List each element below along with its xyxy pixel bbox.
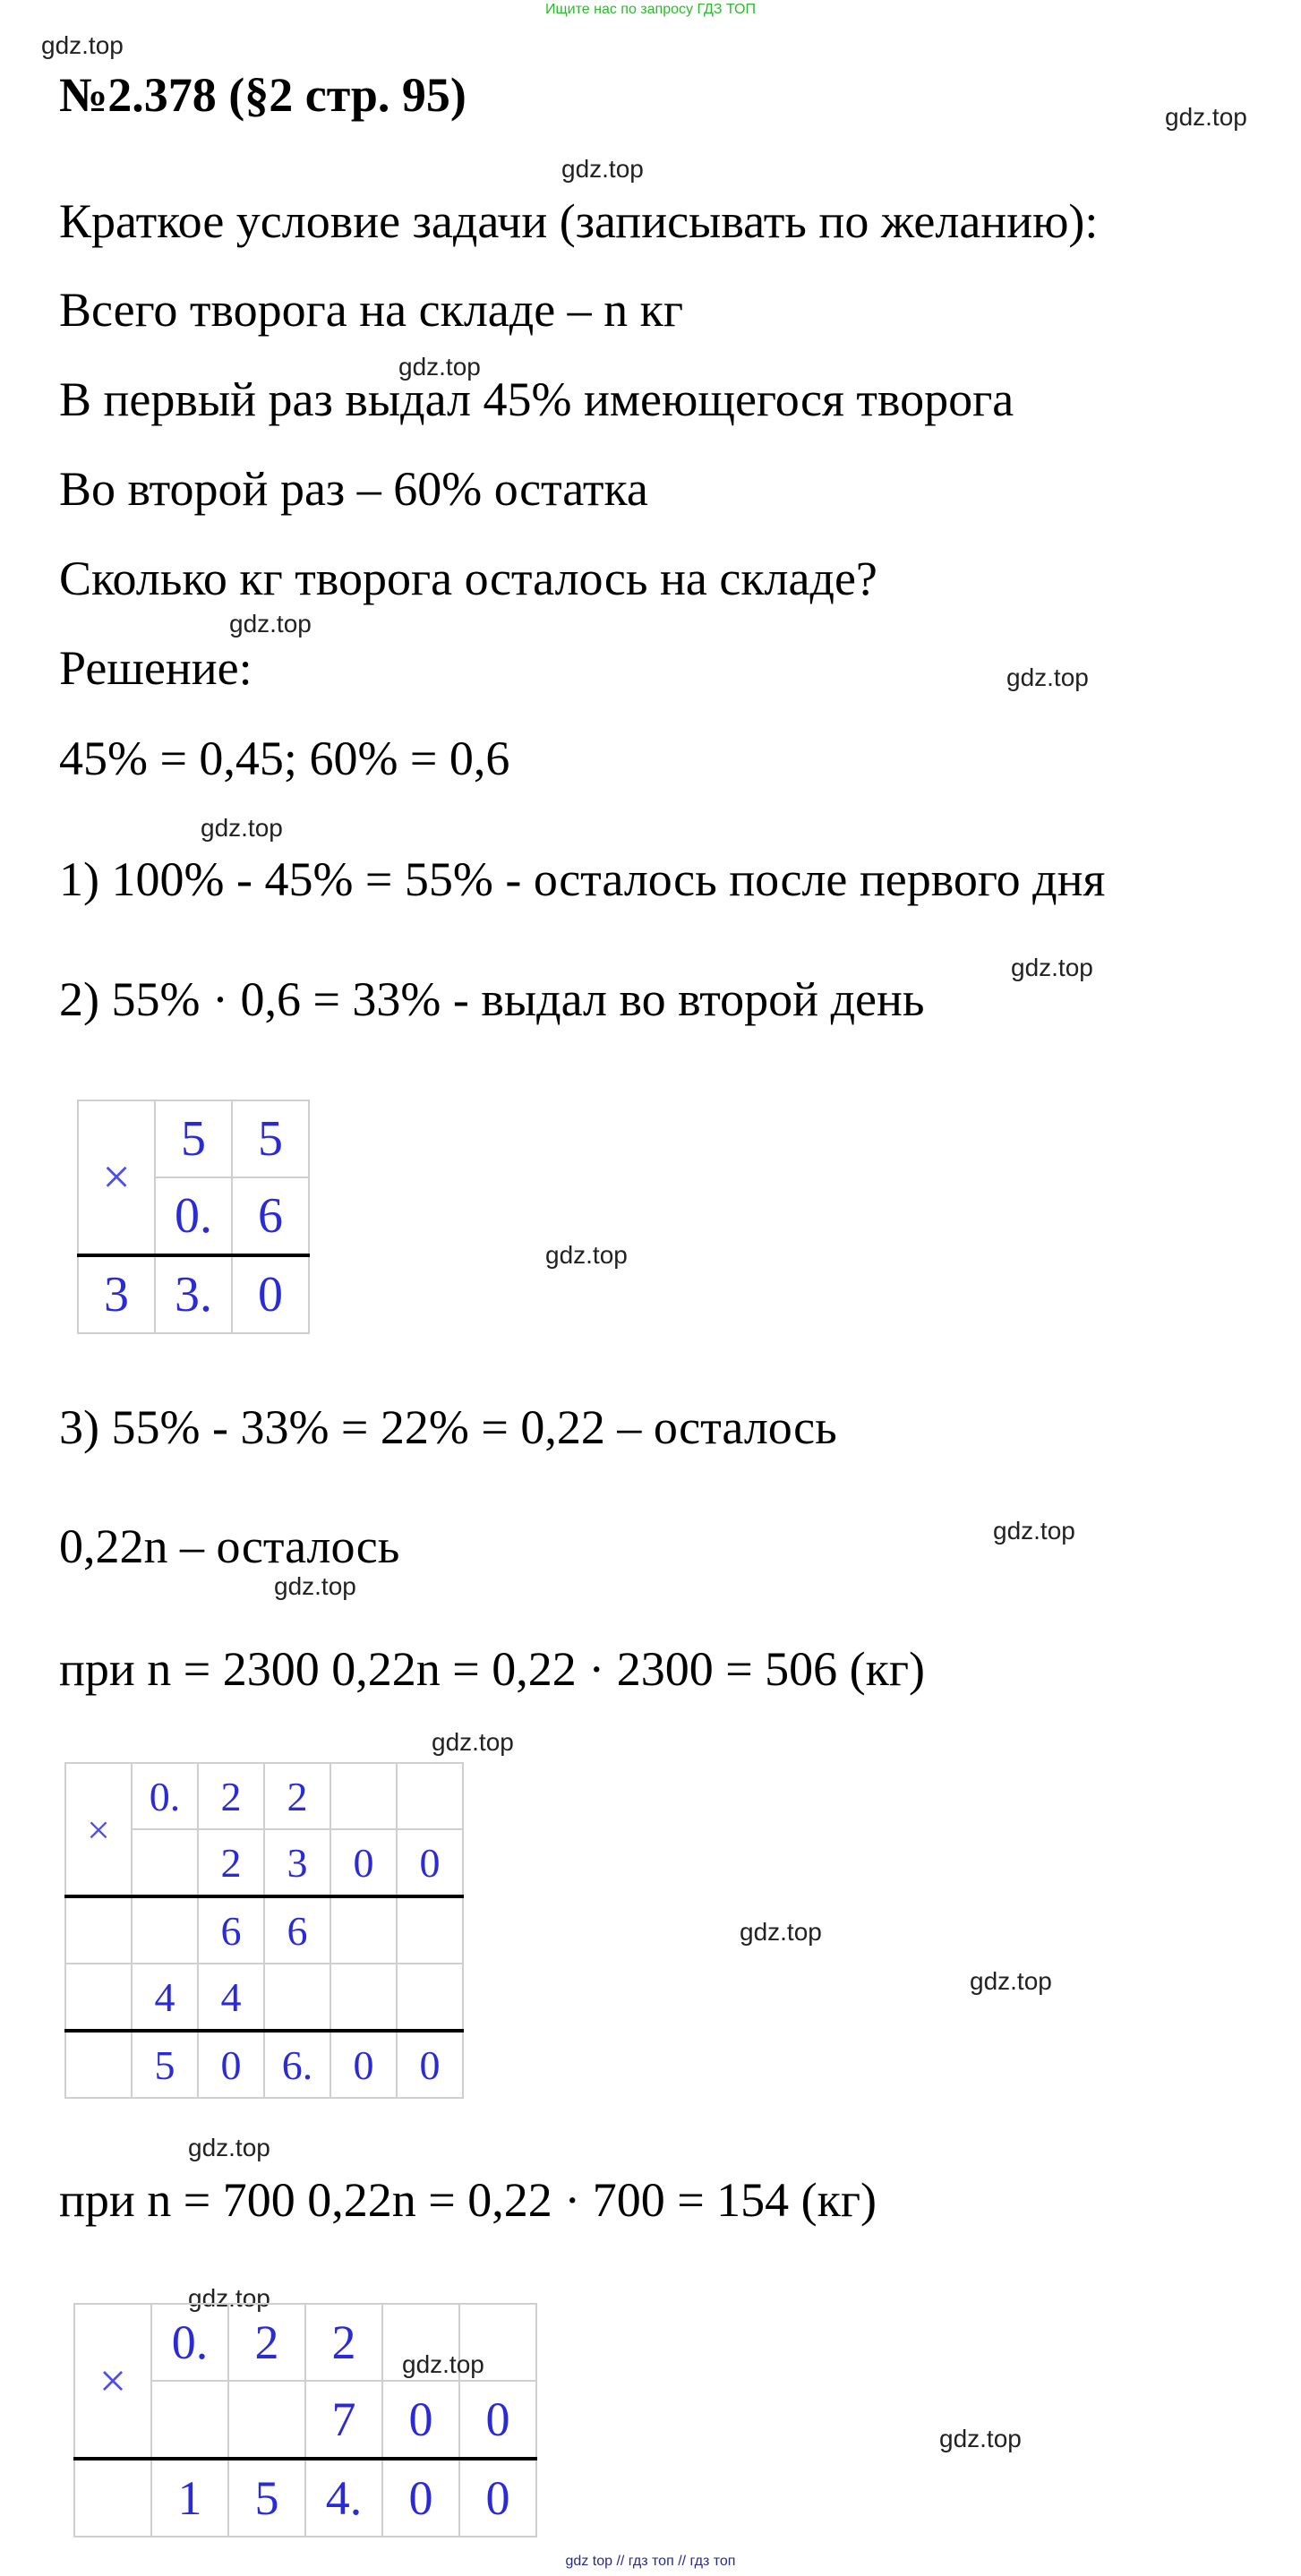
top-banner[interactable]: Ищите нас по запросу ГДЗ ТОП — [545, 2, 756, 17]
watermark: gdz.top — [402, 2350, 484, 2378]
grid-cell: 2 — [305, 2304, 382, 2381]
grid-cell: 2 — [264, 1763, 330, 1829]
solution-conversions: 45% = 0,45; 60% = 0,6 — [59, 732, 510, 785]
grid-cell: 0 — [459, 2459, 536, 2537]
solution-case-1: при n = 2300 0,22n = 0,22 · 2300 = 506 (кг) — [59, 1642, 925, 1696]
solution-step-1: 1) 100% - 45% = 55% - осталось после первого дня — [59, 852, 1106, 906]
grid-cell: 5 — [232, 1100, 309, 1177]
watermark: gdz.top — [1006, 663, 1089, 691]
multiply-sign: × — [65, 1763, 132, 1896]
grid-cell: 5 — [155, 1100, 232, 1177]
grid-cell: 4 — [132, 1964, 198, 2031]
solution-step-3: 3) 55% - 33% = 22% = 0,22 – осталось — [59, 1400, 837, 1454]
solution-step-2: 2) 55% · 0,6 = 33% - выдал во второй день — [59, 972, 925, 1026]
grid-cell — [397, 1964, 463, 2031]
grid-cell — [65, 2031, 132, 2098]
grid-cell: 0 — [397, 1829, 463, 1896]
grid-cell: 0. — [132, 1763, 198, 1829]
grid-cell: 4. — [305, 2459, 382, 2537]
watermark: gdz.top — [398, 353, 481, 381]
solution-case-2: при n = 700 0,22n = 0,22 · 700 = 154 (кг) — [59, 2173, 877, 2227]
watermark: gdz.top — [970, 1967, 1052, 1995]
grid-cell: 3 — [78, 1255, 155, 1333]
grid-cell: 0. — [155, 1177, 232, 1255]
grid-cell: 2 — [198, 1829, 264, 1896]
grid-cell: 0 — [330, 1829, 397, 1896]
solution-label: Решение: — [59, 641, 252, 695]
watermark-header-left: gdz.top — [41, 31, 124, 59]
grid-cell: 5 — [228, 2459, 305, 2537]
grid-cell: 0 — [382, 2381, 459, 2459]
grid-cell — [151, 2381, 228, 2459]
grid-cell: 0. — [151, 2304, 228, 2381]
watermark: gdz.top — [993, 1517, 1075, 1545]
watermark: gdz.top — [740, 1918, 822, 1946]
grid-cell: 6 — [198, 1896, 264, 1964]
grid-cell: 2 — [228, 2304, 305, 2381]
grid-cell — [397, 1896, 463, 1964]
multiplication-grid-2 — [64, 1762, 464, 2099]
grid-cell: 7 — [305, 2381, 382, 2459]
grid-cell — [65, 1964, 132, 2031]
grid-cell — [330, 1896, 397, 1964]
condition-intro: Краткое условие задачи (записывать по желанию): — [59, 194, 1099, 248]
multiplication-grid-1 — [77, 1100, 310, 1334]
grid-cell — [132, 1896, 198, 1964]
multiplication-grid-3 — [73, 2303, 537, 2537]
multiply-sign: × — [78, 1100, 155, 1255]
grid-cell: 6 — [232, 1177, 309, 1255]
grid-cell: 0 — [198, 2031, 264, 2098]
watermark: gdz.top — [229, 610, 312, 638]
watermark: gdz.top — [201, 814, 283, 842]
grid-cell: 3 — [264, 1829, 330, 1896]
watermark: gdz.top — [1011, 954, 1093, 981]
grid-cell — [330, 1964, 397, 2031]
watermark: gdz.top — [188, 2284, 270, 2312]
watermark: gdz.top — [432, 1728, 514, 1756]
grid-cell — [330, 1763, 397, 1829]
grid-cell — [74, 2459, 151, 2537]
grid-cell: 0 — [397, 2031, 463, 2098]
watermark: gdz.top — [188, 2134, 270, 2161]
grid-cell: 0 — [459, 2381, 536, 2459]
grid-cell — [264, 1964, 330, 2031]
grid-cell: 6. — [264, 2031, 330, 2098]
grid-cell — [228, 2381, 305, 2459]
grid-cell: 6 — [264, 1896, 330, 1964]
page-title: №2.378 (§2 стр. 95) — [59, 68, 466, 122]
grid-cell: 0 — [330, 2031, 397, 2098]
grid-cell: 1 — [151, 2459, 228, 2537]
watermark: gdz.top — [545, 1241, 628, 1269]
grid-cell: 0 — [232, 1255, 309, 1333]
grid-cell: 3. — [155, 1255, 232, 1333]
grid-cell: 5 — [132, 2031, 198, 2098]
grid-cell: 0 — [382, 2459, 459, 2537]
solution-remaining: 0,22n – осталось — [59, 1519, 400, 1573]
watermark-header-right: gdz.top — [1165, 103, 1247, 131]
grid-cell — [397, 1763, 463, 1829]
grid-cell: 4 — [198, 1964, 264, 2031]
bottom-footer[interactable]: gdz top // гдз топ // гдз топ — [565, 2554, 736, 2569]
grid-cell — [132, 1829, 198, 1896]
watermark: gdz.top — [939, 2425, 1022, 2452]
multiply-sign: × — [74, 2304, 151, 2459]
condition-line-2: В первый раз выдал 45% имеющегося творога — [59, 372, 1014, 426]
watermark: gdz.top — [561, 155, 644, 183]
condition-line-1: Всего творога на складе – n кг — [59, 283, 684, 337]
grid-cell: 2 — [198, 1763, 264, 1829]
watermark: gdz.top — [274, 1572, 356, 1600]
condition-line-3: Во второй раз – 60% остатка — [59, 462, 648, 516]
grid-cell — [65, 1896, 132, 1964]
condition-question: Сколько кг творога осталось на складе? — [59, 552, 877, 605]
